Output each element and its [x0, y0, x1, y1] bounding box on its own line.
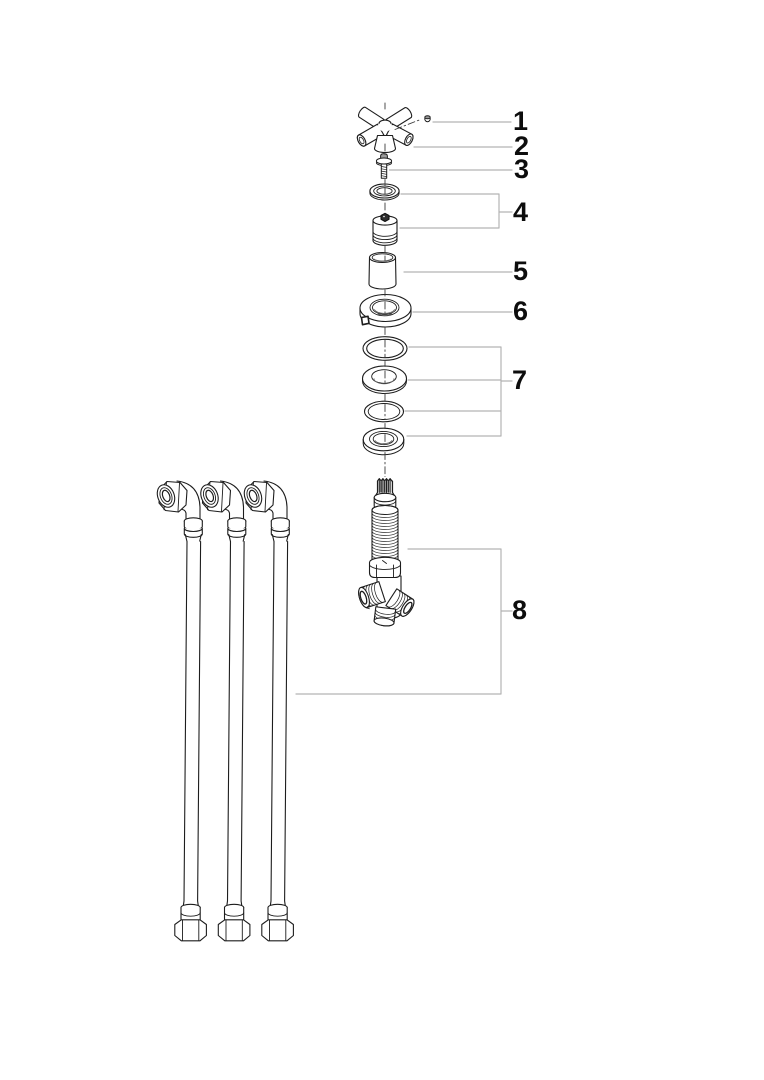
- part-5-sleeve: [369, 253, 396, 290]
- valve-port-bottom: [374, 607, 396, 627]
- cartridge-knob: [381, 213, 389, 221]
- bracket-7: [405, 347, 512, 436]
- screw-washer: [376, 158, 391, 164]
- part-4-group: [370, 184, 399, 245]
- part-label-4: 4: [513, 197, 529, 227]
- gland-nut-ring: [363, 428, 404, 455]
- part-label-2: 2: [514, 131, 530, 161]
- part-label-5: 5: [513, 256, 529, 286]
- thin-ring: [365, 401, 404, 422]
- valve-threaded-stem: [372, 506, 398, 565]
- part-1-plug: [425, 116, 430, 122]
- part-label-8: 8: [512, 595, 528, 625]
- part-label-1: 1: [513, 106, 529, 136]
- flex-hose-3: [241, 481, 293, 941]
- part-label-3: 3: [514, 154, 530, 184]
- part-label-6: 6: [513, 296, 529, 326]
- bracket-4: [400, 194, 512, 228]
- part-6-rosette: [360, 295, 411, 328]
- bracket-8: [296, 549, 512, 694]
- flex-hose-1: [154, 481, 206, 941]
- cartridge-cap: [373, 213, 397, 245]
- rosette-setscrew-notch: [362, 316, 370, 324]
- flex-hoses: [154, 481, 293, 941]
- part-label-7: 7: [512, 365, 528, 395]
- flex-hose-2: [198, 481, 250, 941]
- part-3-screw: [376, 154, 391, 179]
- escutcheon-ring: [370, 184, 399, 200]
- valve-hex-base: [370, 557, 401, 577]
- part-8-valve: [357, 479, 417, 627]
- flat-washer: [363, 366, 407, 394]
